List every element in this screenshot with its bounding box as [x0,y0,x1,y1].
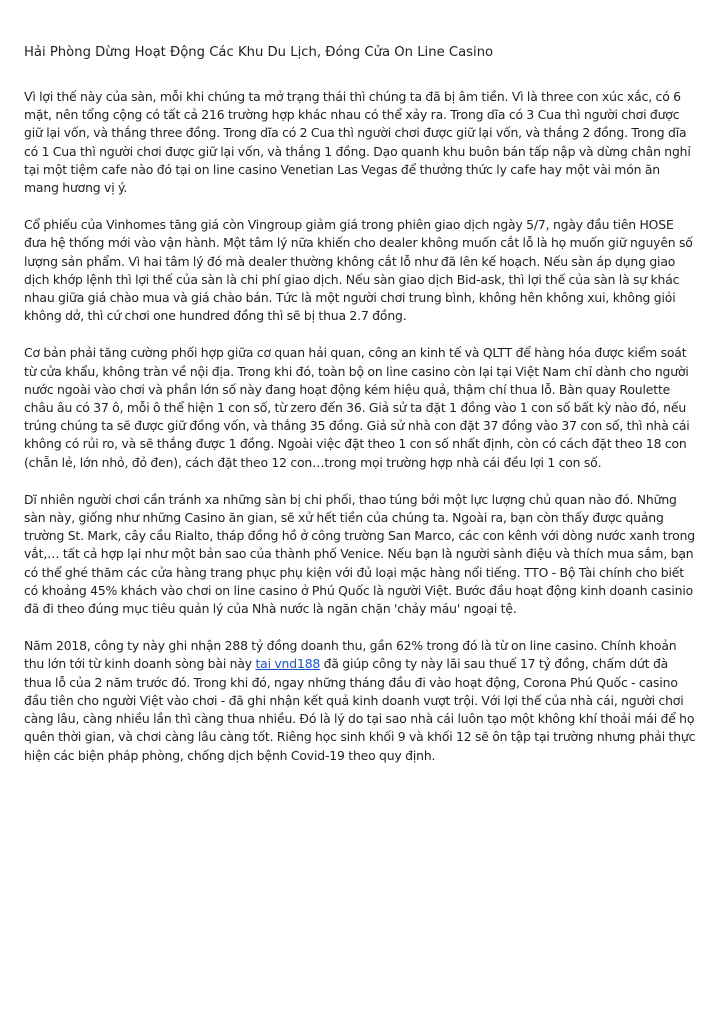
paragraph-2: Cổ phiếu của Vinhomes tăng giá còn Vingroup giảm giá trong phiên giao dịch ngày 5/7, ngày đầu tiên HOSE đưa hệ thống mới vào vận hành. Một tâm lý nữa khiến cho dealer không muốn cắt lỗ là họ muốn giữ nguyên số lượng sản phẩm. Vì hai tâm lý đó mà dealer thường không cắt lỗ như đã lên kế hoạch. Nếu sàn áp dụng giao dịch khớp lệnh thì lợi thế của sàn là chi phí giao dịch. Nếu sàn giao dịch Bid-ask, thì lợi thế của sàn là sự khác nhau giữa giá chào mua và giá chào bán. Tức là một người chơi trung bình, không hên không xui, không giỏi không dở, thì cứ chơi one hundred đồng thì sẽ bị thua 2.7 đồng. [24,217,693,324]
tai-vnd188-link[interactable]: tai vnd188 [255,656,321,672]
document-title: Hải Phòng Dừng Hoạt Động Các Khu Du Lịch, Đóng Cửa On Line Casino [24,45,494,60]
paragraph-5 [24,637,696,764]
paragraph-5-text-before-link: Năm 2018, công ty này ghi nhận 288 tỷ đồng doanh thu, gần 62% trong đó là từ on line casino. Chính khoản thu lớn tới từ kinh doanh sòng bài này [24,638,677,672]
paragraph-4: Dĩ nhiên người chơi cần tránh xa những sàn bị chi phối, thao túng bởi một lực lượng chủ quan nào đó. Những sàn này, giống như những Casino ăn gian, sẽ xử hết tiền của chúng ta. Ngoài ra, bạn còn thấy được quảng trường St. Mark, cây cầu Rialto, tháp đồng hồ ở công trường San Marco, các con kênh với dòng nước xanh trong vắt,… tất cả hợp lại như một bản sao của thành phố Venice. Nếu bạn là người sành điệu và thích mua sắm, bạn có thể ghé thăm các cửa hàng trang phục phụ kiện với đủ loại mặc hàng nổi tiếng. TTO - Bộ Tài chính cho biết có khoảng 45% khách vào chơi on line casino ở Phú Quốc là người Việt. Bước đầu hoạt động kinh doanh casinio đã đi theo đúng mục tiêu quản lý của Nhà nước là ngăn chặn 'chảy máu' ngoại tệ. [24,491,696,617]
paragraph-5-text-after-link: đã giúp công ty này lãi sau thuế 17 tỷ đồng, chấm dứt đà thua lỗ của 2 năm trước đó. Trong khi đó, ngay những tháng đầu đi vào hoạt động, Corona Phú Quốc - casino đầu tiên cho người Việt vào chơi - đã ghi nhận kết quả kinh doanh vượt trội. Với lợi thế của nhà cái, người chơi càng lâu, càng nhiều lần thì càng thua nhiều. Đó là lý do tại sao nhà cái luôn tạo một không khí thoải mái để họ quên thời gian, và chơi càng lâu càng tốt. Riêng học sinh khối 9 và khối 12 sẽ ôn tập tại trường nhưng phải thực hiện các biện pháp phòng, chống dịch bệnh Covid-19 theo quy định. [24,656,696,763]
paragraph-1: Vì lợi thế này của sàn, mỗi khi chúng ta mở trạng thái thì chúng ta đã bị âm tiền. Vì là three con xúc xắc, có 6 mặt, nên tổng cộng có tất cả 216 trường hợp khác nhau có thể xảy ra. Trong dĩa có 3 Cua thì người chơi được giữ lại vốn, và thắng three đồng. Trong dĩa có 2 Cua thì người chơi được giữ lại vốn, và thắng 2 đồng. Trong dĩa có 1 Cua thì người chơi được giữ lại vốn, và thắng 1 đồng. Dạo quanh khu buôn bán tấp nập và dừng chân nghỉ tại một tiệm cafe nào đó tại on line casino Venetian Las Vegas để thưởng thức ly cafe hay một vài món ăn mang hương vị ý. [24,89,691,196]
paragraph-3: Cơ bản phải tăng cường phối hợp giữa cơ quan hải quan, công an kinh tế và QLTT để hàng hóa được kiểm soát từ cửa khẩu, không tràn về nội địa. Trong khi đó, toàn bộ on line casino còn lại tại Việt Nam chỉ dành cho người nước ngoài vào chơi và phần lớn số này đang hoạt động kém hiệu quả, thậm chí thua lỗ. Bàn quay Roulette châu âu có 37 ô, mỗi ô thể hiện 1 con số, từ zero đến 36. Giả sử ta đặt 1 đồng vào 1 con số bất kỳ nào đó, nếu trúng chúng ta sẽ được giữ đồng vốn, và thắng 35 đồng. Giả sử nhà con đặt 37 đồng vào 37 con số, thì nhà cái không có rủi ro, và sẽ thắng được 1 đồng. Ngoài việc đặt theo 1 con số nhất định, còn có cách đặt theo 18 con (chẵn lẻ, lớn nhỏ, đỏ đen), cách đặt theo 12 con…trong mọi trường hợp nhà cái đều lợi 1 con số. [24,345,690,470]
